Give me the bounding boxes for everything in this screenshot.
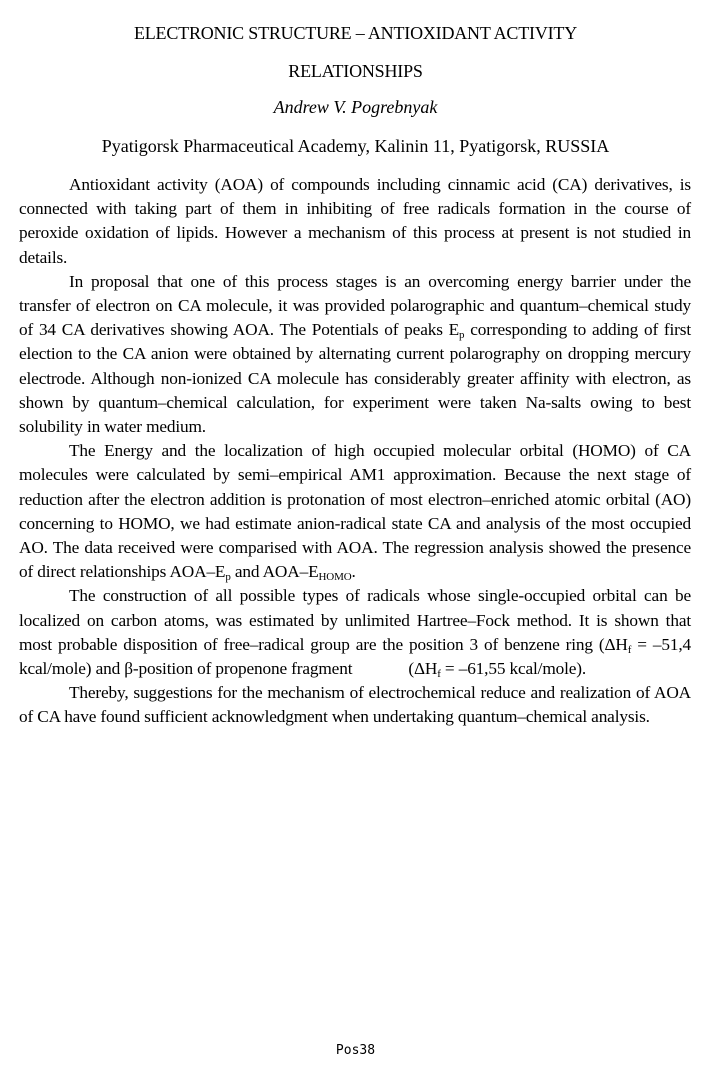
paragraph-2 (19, 270, 691, 439)
paragraph-4 (19, 584, 691, 681)
paragraph-4-text-d: = –61,55 kcal/mole). (440, 659, 587, 679)
author-name: Andrew V. Pogrebnyak (273, 97, 438, 117)
subscript-f: f (437, 668, 441, 681)
paragraph-4-text-a: The construction of all possible types of radicals whose single-occupied orbital can be localized on carbon atoms, was estimated by unlimited Hartree–Fock method. It is shown that most probable disposition of free–radical group are the position 3 of benzene ring (ΔH (19, 586, 691, 654)
paragraph-2-text-a: In proposal that one of this process stages is an overcoming energy barrier under the transfer of electron on CA molecule, it was provided polarographic and quantum–chemical study of 34 CA derivatives showing AOA. The Potentials of peaks E (19, 271, 691, 340)
paragraph-5: Thereby, suggestions for the mechanism of electrochemical reduce and realization of AOA of CA have found sufficient acknowledgment when undertaking quantum–chemical analysis. (19, 683, 691, 727)
paragraph-3 (19, 439, 691, 584)
subscript-f: f (627, 643, 632, 656)
paper-title-line-2: RELATIONSHIPS (288, 61, 423, 81)
paragraph-3-text-c: . (351, 562, 356, 582)
paragraph-1: Antioxidant activity (AOA) of compounds including cinnamic acid (CA) derivatives, is connected with taking part of them in inhibiting of free radicals formation in the course of peroxide oxidation of lipids. However a mechanism of this process at present is not studied in details. (19, 175, 691, 267)
subscript-p: p (225, 571, 231, 584)
paragraph-3-text-b: and AOA–E (230, 562, 319, 582)
page-number: Pos38 (335, 1043, 376, 1058)
paper-title-line-1: ELECTRONIC STRUCTURE – ANTIOXIDANT ACTIVITY (133, 23, 578, 43)
paragraph-4-text-b: = –51,4 kcal/mole) and β-position of propenone fragment (19, 634, 691, 679)
author-affiliation: Pyatigorsk Pharmaceutical Academy, Kalinin 11, Pyatigorsk, RUSSIA (101, 136, 610, 156)
abstract-body (19, 173, 691, 730)
subscript-p: p (459, 329, 465, 342)
paragraph-4-text-c: (ΔH (408, 659, 438, 679)
paragraph-3-text-a: The Energy and the localization of high occupied molecular orbital (HOMO) of CA molecules were calculated by semi–empirical AM1 approximation. Because the next stage of reduction after the electron addition is protonation of most electron–enriched atomic orbital (AO) concerning to HOMO, we had estimate anion-radical state CA and analysis of the most occupied AO. The data received were comparised with AOA. The regression analysis showed the presence of direct relationships AOA–E (19, 441, 691, 582)
subscript-homo: HOMO (318, 571, 352, 584)
paragraph-2-text-b: corresponding to adding of first election to the CA anion were obtained by alternating current polarography on dropping mercury electrode. Although non-ionized CA molecule has considerably greater affinity with electron, as shown by quantum–chemical calculation, for experiment were taken Na-salts owing to best solubility in water medium. (19, 320, 691, 437)
